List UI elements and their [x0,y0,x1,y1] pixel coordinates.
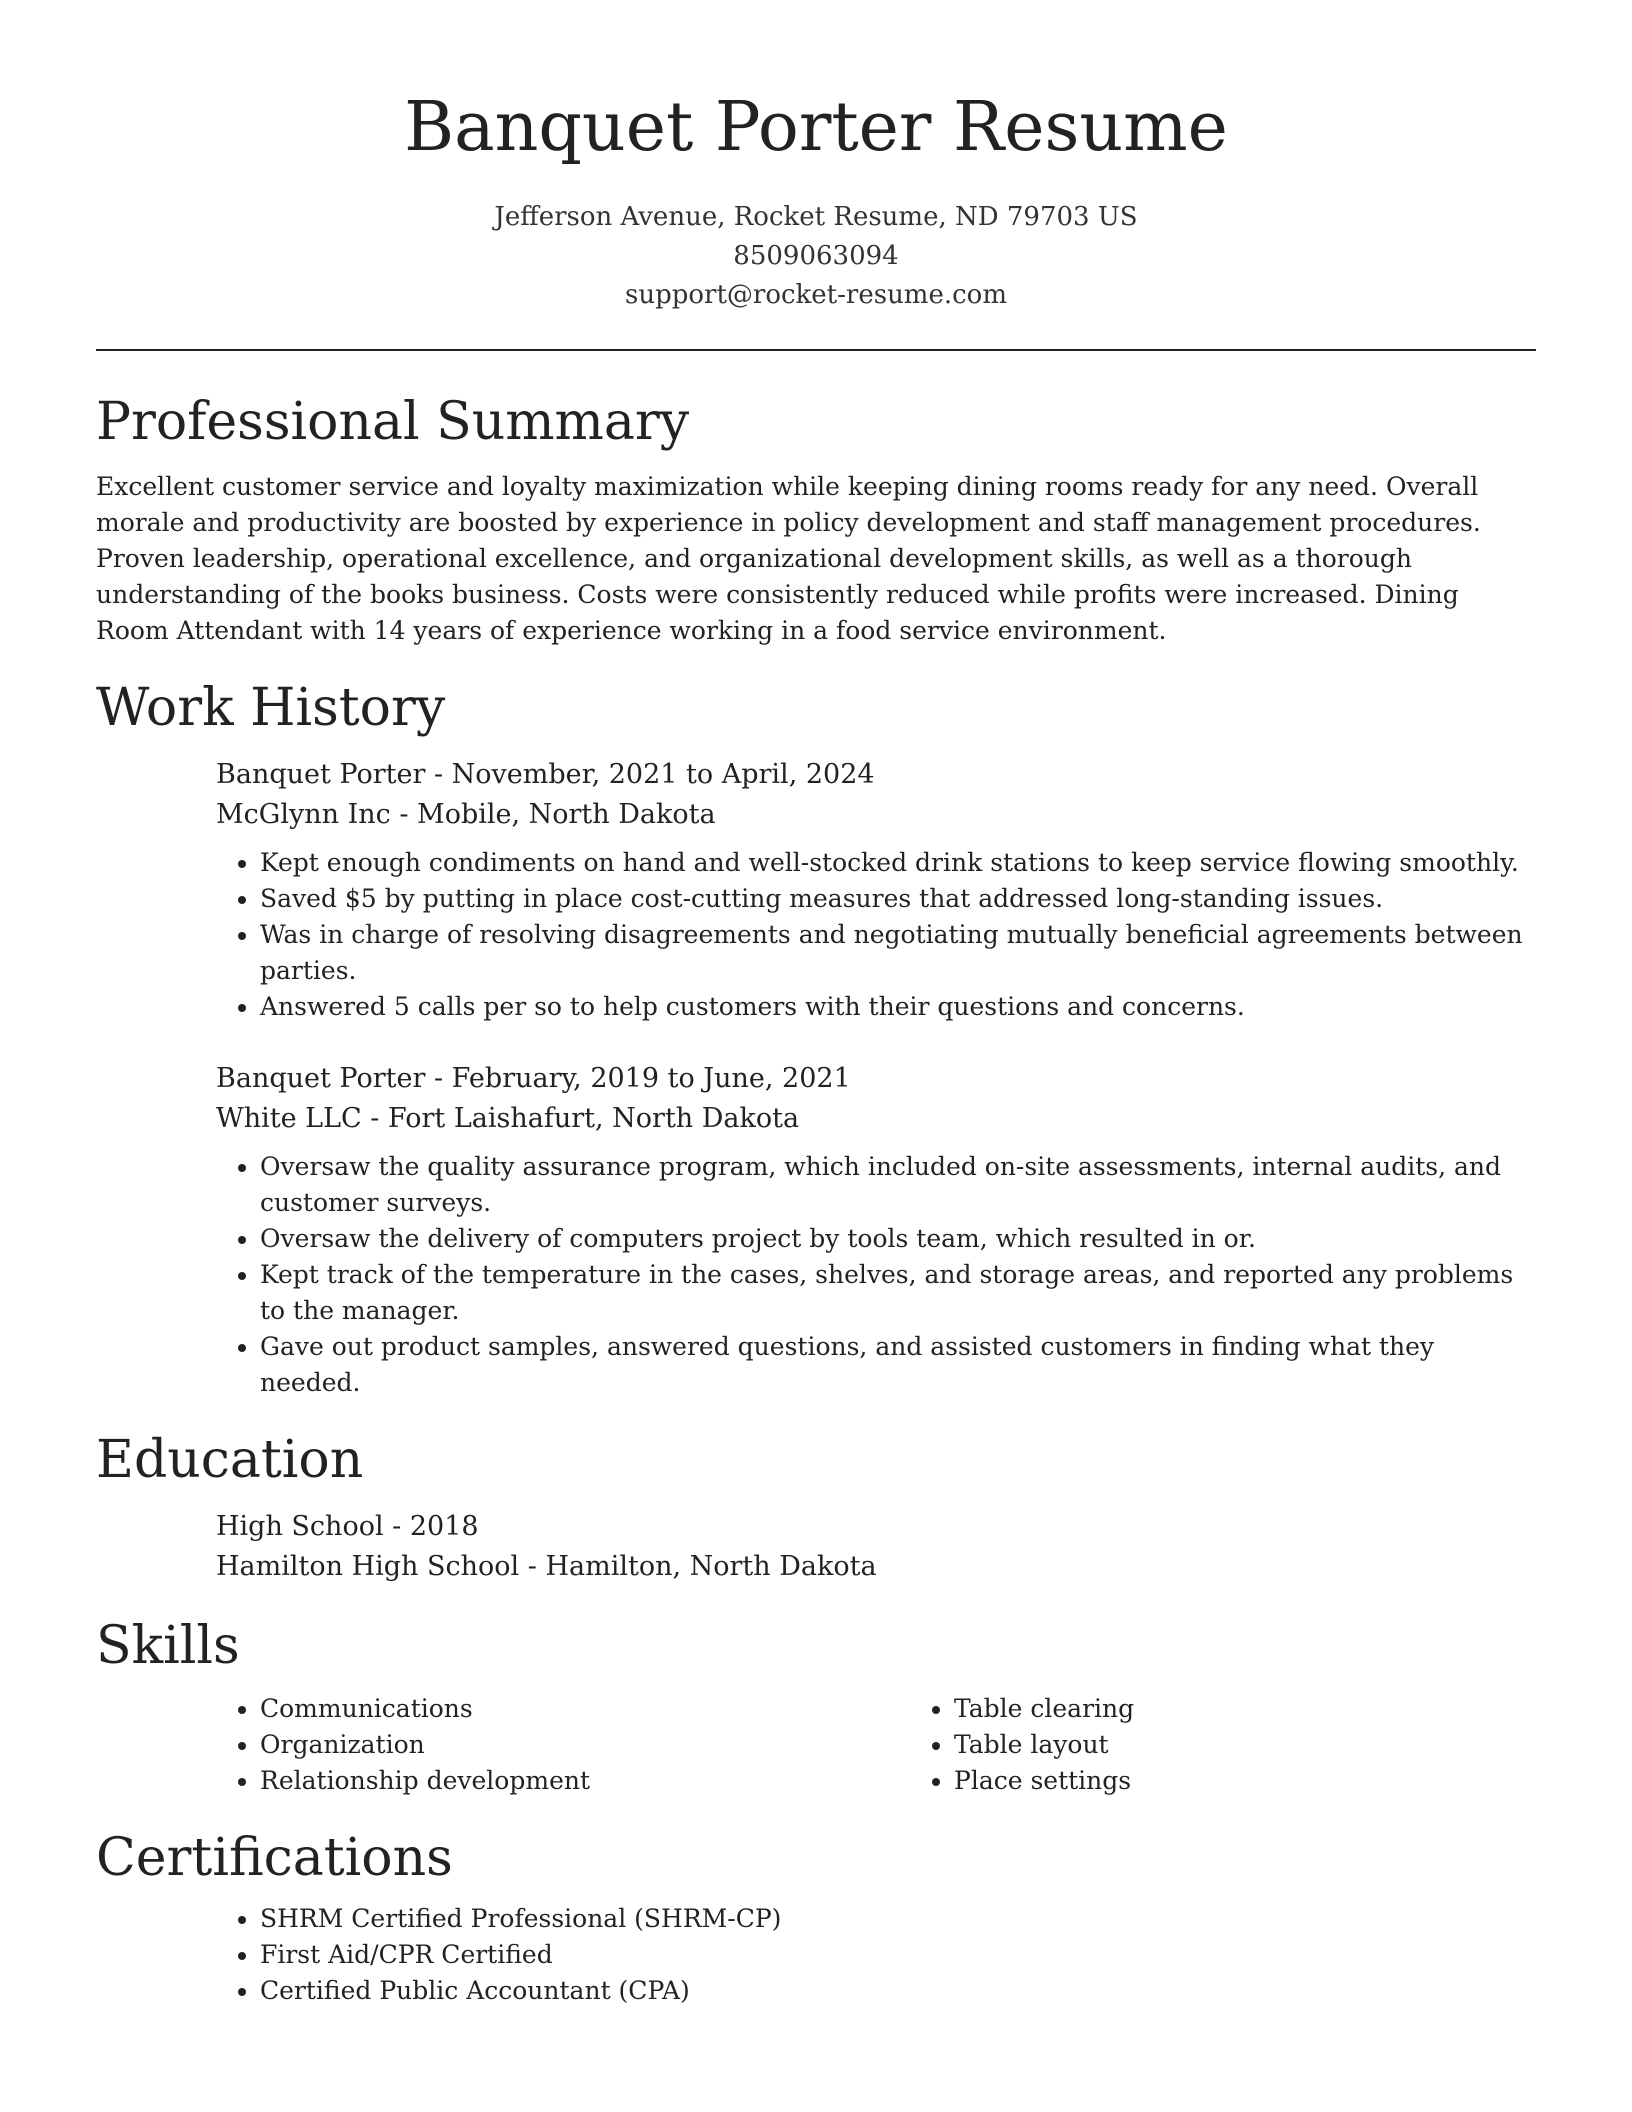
skills-list-right [910,1691,1536,1799]
section-title-summary: Professional Summary [96,392,690,452]
skill-item: • Table clearing [954,1691,1536,1727]
education-entry [216,1507,1536,1587]
section-title-education: Education [96,1430,364,1490]
skill-item: • Place settings [954,1763,1536,1799]
job-bullet: • Kept enough condiments on hand and well-stocked drink stations to keep service flowing smoothly. [260,845,1536,881]
certifications-list [216,1901,1536,2009]
section-title-skills: Skills [96,1616,240,1676]
skill-item: • Table layout [954,1727,1536,1763]
section-certifications [96,1825,1536,2009]
job-bullets [216,1149,1536,1401]
resume-title: Banquet Porter Resume [404,88,1228,167]
skill-item: • Relationship development [260,1763,910,1799]
job-bullets [216,845,1536,1025]
skills-list-left [216,1691,910,1799]
job-title-line: Banquet Porter - November, 2021 to April, 2024 [216,759,875,790]
section-title-certifications: Certifications [96,1828,453,1888]
skill-item: • Communications [260,1691,910,1727]
skill-item: • Organization [260,1727,910,1763]
section-skills [96,1613,1536,1799]
job-bullet: • Oversaw the quality assurance program, which included on-site assessments, internal audits, and customer surveys. [260,1149,1536,1221]
skills-columns [216,1691,1536,1799]
certification-item: • First Aid/CPR Certified [260,1937,1536,1973]
resume-header [96,0,1536,315]
job-bullet: • Answered 5 calls per so to help customers with their questions and concerns. [260,989,1536,1025]
job-entry [216,1059,1536,1401]
contact-email: support@rocket-resume.com [624,280,1007,310]
job-bullet: • Saved $5 by putting in place cost-cutting measures that addressed long-standing issues. [260,881,1536,917]
certification-item: • Certified Public Accountant (CPA) [260,1973,1536,2009]
job-bullet: • Gave out product samples, answered questions, and assisted customers in finding what they needed. [260,1329,1536,1401]
job-bullet: • Oversaw the delivery of computers project by tools team, which resulted in or. [260,1221,1536,1257]
contact-phone: 8509063094 [733,241,899,271]
certifications-block [216,1901,1536,2009]
header-divider [96,349,1536,351]
certification-item: • SHRM Certified Professional (SHRM-CP) [260,1901,1536,1937]
education-degree-line: High School - 2018 [216,1511,479,1542]
section-title-work: Work History [96,678,446,738]
section-professional-summary [96,389,1536,649]
job-bullet: • Was in charge of resolving disagreements and negotiating mutually beneficial agreements between parties. [260,917,1536,989]
summary-text: Excellent customer service and loyalty maximization while keeping dining rooms ready for any need. Overall morale and productivity are boosted by experience in policy development and staff management procedures. Proven leadership, operational excellence, and organizational development skills, as well as a thorough understanding of the books business. Costs were consistently reduced while profits were increased. Dining Room Attendant with 14 years of experience working in a food service environment. [96,472,1481,645]
section-education [96,1427,1536,1587]
job-company-line: White LLC - Fort Laishafurt, North Dakota [216,1103,800,1134]
contact-block [96,198,1536,315]
job-company-line: McGlynn Inc - Mobile, North Dakota [216,799,716,830]
job-entry [216,755,1536,1025]
education-school-line: Hamilton High School - Hamilton, North Dakota [216,1551,877,1582]
job-bullet: • Kept track of the temperature in the cases, shelves, and storage areas, and reported any problems to the manager. [260,1257,1536,1329]
job-title-line: Banquet Porter - February, 2019 to June, 2021 [216,1063,851,1094]
contact-address: Jefferson Avenue, Rocket Resume, ND 79703 US [494,202,1138,232]
section-work-history [96,675,1536,1401]
